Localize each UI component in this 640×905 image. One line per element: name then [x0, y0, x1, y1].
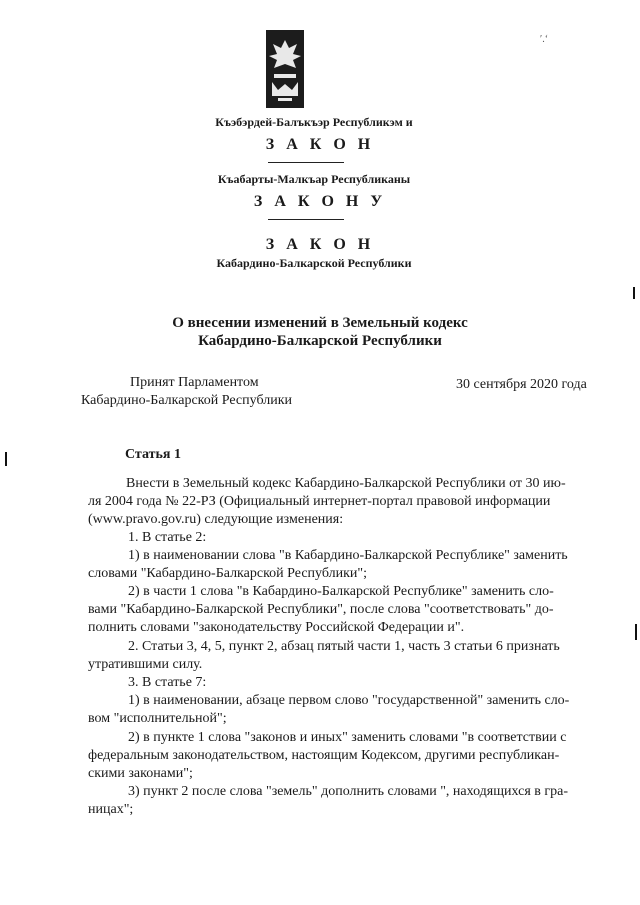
scan-speck: ′.‘ [540, 34, 549, 45]
article-line: скими законами"; [88, 766, 193, 781]
article-line: ля 2004 года № 22-РЗ (Официальный интернет-портал правовой информации [88, 494, 551, 509]
scan-margin-mark [635, 624, 637, 640]
header-balkar-line: Къабарты-Малкъар Республиканы [217, 172, 411, 186]
article-line: Внести в Земельный кодекс Кабардино-Балкарской Республики от 30 ию- [126, 476, 566, 491]
article-line: 2) в части 1 слова "в Кабардино-Балкарской Республике" заменить сло- [128, 584, 554, 599]
scan-margin-mark [5, 452, 7, 466]
article-line: 1. В статье 2: [128, 530, 207, 545]
article-line: 3) пункт 2 после слова "земель" дополнить словами ", находящихся в гра- [128, 784, 568, 799]
adoption-line-1: Принят Парламентом [130, 375, 259, 390]
header-kabardian-line: Къэбэрдей-Балъкъэр Республикэм и [215, 115, 413, 129]
article-line: 2) в пункте 1 слова "законов и иных" заменить словами "в соответствии с [128, 730, 567, 745]
article-line: федеральным законодательством, настоящим Кодексом, другими республикан- [88, 748, 560, 763]
article-heading: Статья 1 [125, 447, 181, 462]
article-line: полнить словами "законодательству Российской Федерации и". [88, 620, 465, 635]
header-kabardian-word: З А К О Н [265, 136, 375, 153]
article-line: ницах"; [88, 802, 134, 817]
coat-of-arms-emblem [266, 30, 304, 108]
article-line: словами "Кабардино-Балкарской Республики"; [88, 566, 367, 581]
article-line: вом "исполнительной"; [88, 711, 227, 726]
law-title-line-2: Кабардино-Балкарской Республики [198, 333, 442, 349]
article-line: утратившими силу. [88, 657, 203, 672]
article-line: 2. Статьи 3, 4, 5, пункт 2, абзац пятый части 1, часть 3 статьи 6 признать [128, 639, 560, 654]
adoption-line-2: Кабардино-Балкарской Республики [81, 393, 292, 408]
article-line: (www.pravo.gov.ru) следующие изменения: [88, 512, 344, 527]
article-line: 1) в наименовании слова "в Кабардино-Балкарской Республике" заменить [128, 548, 568, 563]
header-russian-word: З А К О Н [265, 236, 375, 253]
article-line: вами "Кабардино-Балкарской Республики", после слова "соответствовать" до- [88, 602, 554, 617]
article-line: 1) в наименовании, абзаце первом слово "государственной" заменить сло- [128, 693, 570, 708]
law-title-line-1: О внесении изменений в Земельный кодекс [172, 315, 468, 331]
header-russian-line: Кабардино-Балкарской Республики [216, 256, 412, 270]
article-line: 3. В статье 7: [128, 675, 207, 690]
header-balkar-word: З А К О Н У [253, 193, 387, 210]
divider [268, 219, 344, 220]
adoption-date: 30 сентября 2020 года [456, 377, 587, 392]
scan-margin-mark [633, 287, 635, 299]
divider [268, 162, 344, 163]
